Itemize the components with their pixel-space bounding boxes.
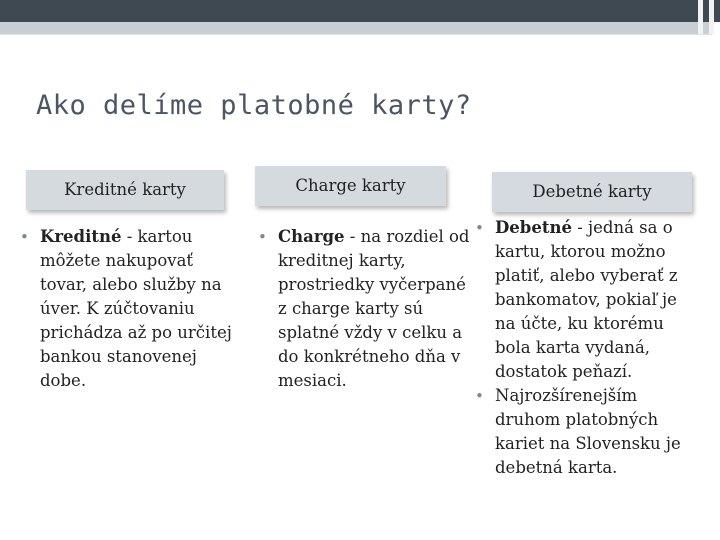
list-kreditne-karty <box>20 225 232 393</box>
header-charge-karty: Charge karty <box>255 166 446 206</box>
text-kreditne: - kartou môžete nakupovať tovar, alebo služby na úver. K zúčtovaniu prichádza až po určitej bankou stanovenej dobe. <box>40 227 232 390</box>
header-rule <box>0 34 712 35</box>
text-charge: - na rozdiel od kreditnej karty, prostriedky vyčerpané z charge karty sú splatné vždy v celku a do konkrétneho dňa v mesiaci. <box>278 227 470 390</box>
bullet-charge <box>258 225 473 393</box>
top-bar-dark <box>0 0 720 22</box>
accent-stripe-right <box>709 0 714 34</box>
bullet-kreditne <box>20 225 232 393</box>
list-charge-karty <box>258 225 473 393</box>
header-debetne-karty: Debetné karty <box>492 172 692 212</box>
slide-title: Ako delíme platobné karty? <box>36 90 472 121</box>
text-najrozsirenejsim: Najrozšírenejším druhom platobných kariet na Slovensku je debetná karta. <box>495 386 681 477</box>
header-kreditne-karty: Kreditné karty <box>26 170 224 210</box>
top-bar-light <box>0 22 712 34</box>
list-debetne-karty <box>475 216 687 480</box>
accent-stripe-left <box>698 0 703 34</box>
term-kreditne: Kreditné <box>40 227 122 246</box>
term-debetne: Debetné <box>495 218 572 237</box>
term-charge: Charge <box>278 227 345 246</box>
bullet-najrozsirenejsim <box>475 384 687 480</box>
text-debetne: - jedná sa o kartu, ktorou možno platiť, alebo vyberať z bankomatov, pokiaľ je na účte, ku ktorému bola karta vydaná, dostatok peňazí. <box>495 218 678 381</box>
bullet-debetne <box>475 216 687 384</box>
